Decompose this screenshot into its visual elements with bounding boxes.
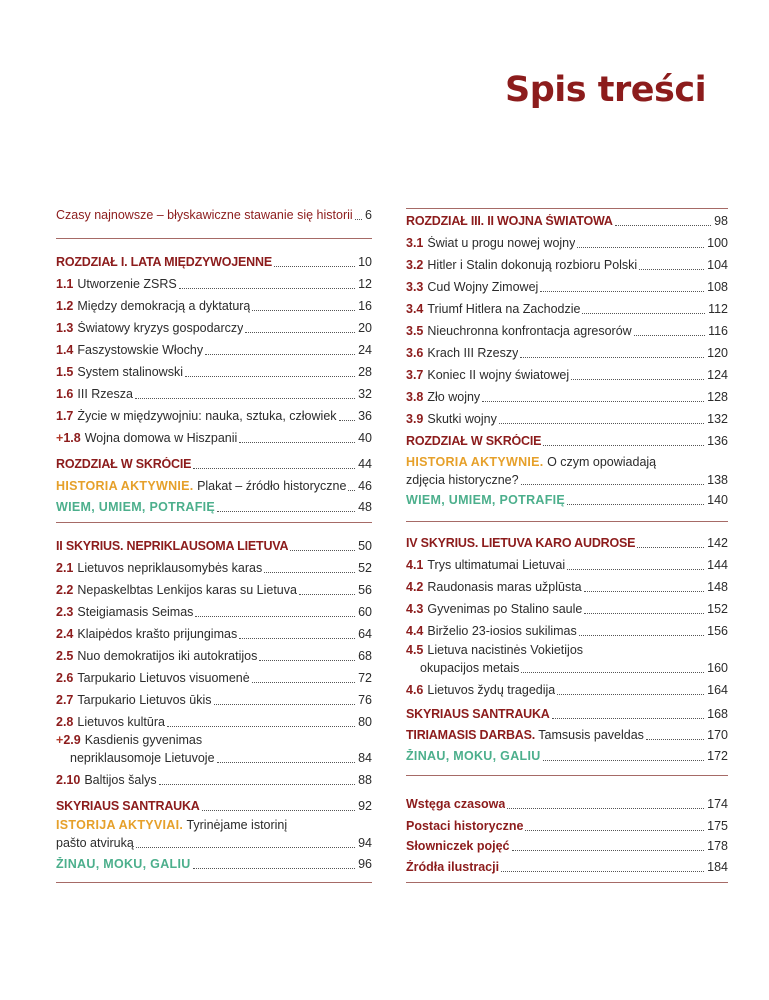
toc-entry[interactable] (406, 368, 728, 383)
toc-entry[interactable] (406, 280, 728, 295)
entry-title: Kasdienis gyvenimas (84, 733, 203, 747)
section-divider (56, 238, 372, 239)
toc-entry[interactable] (406, 390, 728, 405)
page-number: 94 (358, 836, 372, 850)
toc-entry[interactable] (56, 321, 372, 336)
page-number: 68 (358, 649, 372, 663)
dot-leader (571, 377, 704, 380)
page-number: 36 (358, 409, 372, 423)
page-number: 96 (358, 857, 372, 871)
dot-leader (185, 374, 355, 377)
page-number: 172 (707, 749, 728, 763)
dot-leader (202, 808, 355, 811)
page-number: 174 (707, 797, 728, 811)
dot-leader (567, 502, 704, 505)
page-number: 98 (714, 214, 728, 228)
dot-leader (577, 245, 704, 248)
active-label: TIRIAMASIS DARBAS. (406, 728, 536, 742)
toc-entry[interactable] (406, 558, 728, 573)
page-number: 132 (707, 412, 728, 426)
page-number: 60 (358, 605, 372, 619)
toc-chapter-4-heading[interactable] (406, 536, 728, 551)
dot-leader (501, 869, 704, 872)
dot-leader (245, 330, 355, 333)
dot-leader (543, 443, 704, 446)
section-number: 3.7 (406, 368, 424, 382)
dot-leader (582, 311, 705, 314)
page-number: 144 (707, 558, 728, 572)
section-number: 2.1 (56, 561, 74, 575)
toc-chapter-1-heading[interactable] (56, 255, 372, 270)
entry-title: Tarpukario Lietuvos ūkis (77, 693, 212, 707)
chapter-title: ROZDZIAŁ I. LATA MIĘDZYWOJENNE (56, 255, 272, 269)
toc-right-column (406, 0, 728, 1000)
toc-chapter-3-active-line2[interactable] (406, 473, 728, 488)
section-number: 2.8 (56, 715, 74, 729)
toc-entry[interactable] (56, 715, 372, 730)
active-label: HISTORIA AKTYWNIE. (56, 479, 194, 493)
toc-entry[interactable] (406, 258, 728, 273)
section-number: 2.2 (56, 583, 74, 597)
dot-leader (264, 570, 355, 573)
dot-leader (482, 399, 704, 402)
toc-back-matter-entry[interactable] (406, 839, 728, 854)
page-number: 156 (707, 624, 728, 638)
page-number: 92 (358, 799, 372, 813)
toc-left-column (56, 0, 372, 1000)
entry-title: System stalinowski (77, 365, 183, 379)
page-number: 170 (707, 728, 728, 742)
section-divider (406, 775, 728, 776)
toc-entry[interactable] (406, 602, 728, 617)
page-number: 142 (707, 536, 728, 550)
dot-leader (259, 658, 355, 661)
entry-title: Postaci historyczne (406, 819, 524, 833)
entry-title: Steigiamasis Seimas (77, 605, 194, 619)
page-number: 152 (707, 602, 728, 616)
page-number: 104 (707, 258, 728, 272)
toc-entry[interactable] (406, 236, 728, 251)
section-number: 2.10 (56, 773, 81, 787)
section-number: 3.2 (406, 258, 424, 272)
toc-entry-intro[interactable] (56, 208, 372, 223)
section-number: 4.2 (406, 580, 424, 594)
entry-title: Hitler i Stalin dokonują rozbioru Polski (427, 258, 638, 272)
section-number: 4.3 (406, 602, 424, 616)
dot-leader (217, 760, 356, 763)
section-number: 2.7 (56, 693, 74, 707)
toc-chapter-4-active[interactable] (406, 728, 728, 743)
section-number: 4.4 (406, 624, 424, 638)
dot-leader (540, 289, 704, 292)
entry-title: Birželio 23-iosios sukilimas (427, 624, 577, 638)
toc-chapter-2-active-line2[interactable] (56, 836, 372, 851)
dot-leader (521, 670, 704, 673)
entry-title: Cud Wojny Zimowej (427, 280, 539, 294)
dot-leader (584, 589, 705, 592)
extension-plus-icon: + (56, 733, 64, 747)
dot-leader (521, 482, 705, 485)
section-number: 1.4 (56, 343, 74, 357)
toc-back-matter-entry[interactable] (406, 797, 728, 812)
toc-chapter-4-review[interactable] (406, 749, 728, 764)
dot-leader (520, 355, 704, 358)
entry-title: Plakat – źródło historyczne (197, 479, 347, 493)
toc-chapter-2-heading[interactable] (56, 539, 372, 554)
toc-entry[interactable] (56, 299, 372, 314)
toc-entry[interactable] (406, 624, 728, 639)
entry-title: Nieuchronna konfrontacja agresorów (427, 324, 632, 338)
review-title: WIEM, UMIEM, POTRAFIĘ (406, 493, 566, 507)
page-number: 88 (358, 773, 372, 787)
toc-entry[interactable] (56, 387, 372, 402)
entry-title: Tyrinėjame istorinį (186, 818, 288, 832)
section-number: 3.6 (406, 346, 424, 360)
toc-entry[interactable] (406, 346, 728, 361)
dot-leader (507, 806, 704, 809)
page-number: 52 (358, 561, 372, 575)
toc-chapter-3-heading[interactable] (406, 214, 728, 229)
entry-title: Trys ultimatumai Lietuvai (427, 558, 566, 572)
page-number: 138 (707, 473, 728, 487)
toc-entry-4-5-line2[interactable] (406, 661, 728, 676)
toc-entry[interactable] (56, 627, 372, 642)
toc-entry-4-5-line1[interactable] (406, 643, 728, 658)
page-number: 124 (707, 368, 728, 382)
dot-leader (339, 418, 356, 421)
entry-title: Krach III Rzeszy (427, 346, 519, 360)
section-number: 3.4 (406, 302, 424, 316)
toc-entry[interactable] (56, 583, 372, 598)
entry-title: Faszystowskie Włochy (77, 343, 204, 357)
page-title: Spis treści (505, 70, 707, 110)
dot-leader (239, 636, 355, 639)
toc-chapter-1-review[interactable] (56, 500, 372, 515)
dot-leader (290, 548, 355, 551)
entry-title: Lietuvos nepriklausomybės karas (77, 561, 263, 575)
entry-title: Lietuvos kultūra (77, 715, 165, 729)
page-number: 120 (707, 346, 728, 360)
review-title: WIEM, UMIEM, POTRAFIĘ (56, 500, 216, 514)
entry-title: Skutki wojny (427, 412, 497, 426)
toc-back-matter-entry[interactable] (406, 819, 728, 834)
summary-title: SKYRIAUS SANTRAUKA (56, 799, 200, 813)
dot-leader (552, 716, 705, 719)
entry-title: Zło wojny (427, 390, 481, 404)
section-divider (56, 882, 372, 883)
entry-title: Baltijos šalys (84, 773, 157, 787)
toc-entry[interactable] (406, 412, 728, 427)
section-number: 4.6 (406, 683, 424, 697)
toc-entry[interactable] (406, 580, 728, 595)
section-number: 4.5 (406, 643, 424, 657)
dot-leader (584, 611, 704, 614)
toc-chapter-4-summary[interactable] (406, 707, 728, 722)
entry-title: Słowniczek pojęć (406, 839, 510, 853)
page-number: 178 (707, 839, 728, 853)
entry-title-continued: okupacijos metais (420, 661, 520, 675)
page-number: 72 (358, 671, 372, 685)
toc-entry[interactable] (56, 605, 372, 620)
page-number: 24 (358, 343, 372, 357)
entry-title-continued: pašto atviruką (56, 836, 134, 850)
section-number: 2.3 (56, 605, 74, 619)
section-number: 3.3 (406, 280, 424, 294)
entry-title: Wojna domowa w Hiszpanii (84, 431, 238, 445)
toc-entry[interactable] (56, 277, 372, 292)
toc-entry[interactable] (56, 431, 372, 446)
section-number: 3.8 (406, 390, 424, 404)
toc-chapter-1-active[interactable] (56, 479, 372, 494)
dot-leader (136, 845, 355, 848)
toc-chapter-2-summary[interactable] (56, 799, 372, 814)
toc-entry[interactable] (56, 561, 372, 576)
section-number: 2.9 (63, 733, 81, 747)
page-number: 76 (358, 693, 372, 707)
toc-entry[interactable] (56, 365, 372, 380)
toc-entry[interactable] (406, 302, 728, 317)
dot-leader (579, 633, 704, 636)
page-number: 46 (358, 479, 372, 493)
dot-leader (512, 848, 705, 851)
page-number: 12 (358, 277, 372, 291)
entry-title: Nepaskelbtas Lenkijos karas su Lietuva (77, 583, 297, 597)
toc-chapter-3-summary[interactable] (406, 434, 728, 449)
section-number: 4.1 (406, 558, 424, 572)
active-label: HISTORIA AKTYWNIE. (406, 455, 544, 469)
section-divider (406, 882, 728, 883)
entry-title: Lietuva nacistinės Vokietijos (427, 643, 584, 657)
page-number: 140 (707, 493, 728, 507)
page-number: 128 (707, 390, 728, 404)
section-number: 3.5 (406, 324, 424, 338)
entry-title: Nuo demokratijos iki autokratijos (77, 649, 258, 663)
toc-chapter-1-summary[interactable] (56, 457, 372, 472)
section-number: 2.4 (56, 627, 74, 641)
section-divider (56, 522, 372, 523)
entry-title: Czasy najnowsze – błyskawiczne stawanie się historii (56, 208, 353, 222)
page-number: 44 (358, 457, 372, 471)
page-number: 20 (358, 321, 372, 335)
entry-title: Raudonasis maras užplūsta (427, 580, 582, 594)
toc-chapter-2-review[interactable] (56, 857, 372, 872)
toc-entry[interactable] (406, 683, 728, 698)
entry-title: Klaipėdos krašto prijungimas (77, 627, 238, 641)
section-number: 1.5 (56, 365, 74, 379)
dot-leader (193, 866, 356, 869)
extension-plus-icon: + (56, 431, 64, 445)
toc-entry-2-9-line1[interactable] (56, 733, 372, 748)
page-number: 50 (358, 539, 372, 553)
section-number: 3.1 (406, 236, 424, 250)
dot-leader (239, 440, 355, 443)
toc-entry[interactable] (56, 409, 372, 424)
dot-leader (355, 217, 362, 220)
entry-title: Źródła ilustracji (406, 860, 500, 874)
page-number: 108 (707, 280, 728, 294)
section-number: 1.1 (56, 277, 74, 291)
page-number: 32 (358, 387, 372, 401)
dot-leader (252, 308, 355, 311)
dot-leader (179, 286, 355, 289)
dot-leader (348, 488, 355, 491)
toc-entry[interactable] (56, 693, 372, 708)
section-divider (406, 521, 728, 522)
section-number: 1.8 (63, 431, 81, 445)
page-number: 84 (358, 751, 372, 765)
dot-leader (214, 702, 356, 705)
page-number: 184 (707, 860, 728, 874)
page-number: 40 (358, 431, 372, 445)
chapter-title: II SKYRIUS. NEPRIKLAUSOMA LIETUVA (56, 539, 289, 553)
page-number: 16 (358, 299, 372, 313)
toc-entry[interactable] (56, 773, 372, 788)
entry-title: Gyvenimas po Stalino saule (427, 602, 583, 616)
page-number: 100 (707, 236, 728, 250)
page-number: 6 (365, 208, 372, 222)
dot-leader (634, 333, 705, 336)
dot-leader (195, 614, 355, 617)
page-number: 10 (358, 255, 372, 269)
entry-title: Między demokracją a dyktaturą (77, 299, 251, 313)
page-number: 160 (707, 661, 728, 675)
dot-leader (525, 828, 704, 831)
toc-entry-2-9-line2[interactable] (56, 751, 372, 766)
page-number: 112 (708, 302, 728, 316)
page-number: 28 (358, 365, 372, 379)
page-number: 148 (707, 580, 728, 594)
dot-leader (646, 737, 704, 740)
page-number: 164 (707, 683, 728, 697)
section-number: 1.3 (56, 321, 74, 335)
section-number: 2.5 (56, 649, 74, 663)
page-number: 56 (358, 583, 372, 597)
chapter-title: IV SKYRIUS. LIETUVA KARO AUDROSE (406, 536, 636, 550)
page-number: 175 (707, 819, 728, 833)
section-divider (406, 208, 728, 209)
toc-entry[interactable] (56, 343, 372, 358)
dot-leader (499, 421, 704, 424)
chapter-title: ROZDZIAŁ III. II WOJNA ŚWIATOWA (406, 214, 613, 228)
entry-title-continued: zdjęcia historyczne? (406, 473, 519, 487)
section-number: 3.9 (406, 412, 424, 426)
active-label: ISTORIJA AKTYVIAI. (56, 818, 184, 832)
summary-title: ROZDZIAŁ W SKRÓCIE (406, 434, 542, 448)
page-number: 64 (358, 627, 372, 641)
dot-leader (205, 352, 355, 355)
toc-entry[interactable] (406, 324, 728, 339)
toc-chapter-3-review[interactable] (406, 493, 728, 508)
dot-leader (543, 758, 705, 761)
dot-leader (135, 396, 355, 399)
toc-chapter-3-active-line1[interactable] (406, 455, 728, 470)
dot-leader (167, 724, 355, 727)
dot-leader (299, 592, 355, 595)
entry-title: Świat u progu nowej wojny (427, 236, 576, 250)
section-number: 2.6 (56, 671, 74, 685)
toc-chapter-2-active-line1[interactable] (56, 818, 372, 833)
entry-title: Utworzenie ZSRS (77, 277, 177, 291)
page-number: 116 (708, 324, 728, 338)
entry-title: O czym opowiadają (547, 455, 657, 469)
entry-title: Lietuvos žydų tragedija (427, 683, 556, 697)
dot-leader (193, 466, 355, 469)
summary-title: SKYRIAUS SANTRAUKA (406, 707, 550, 721)
review-title: ŽINAU, MOKU, GALIU (406, 749, 541, 763)
entry-title: Życie w międzywojniu: nauka, sztuka, człowiek (77, 409, 337, 423)
entry-title: III Rzesza (77, 387, 133, 401)
page-number: 48 (358, 500, 372, 514)
page-number: 136 (707, 434, 728, 448)
dot-leader (567, 567, 704, 570)
page-number: 80 (358, 715, 372, 729)
summary-title: ROZDZIAŁ W SKRÓCIE (56, 457, 192, 471)
dot-leader (557, 692, 704, 695)
dot-leader (637, 545, 704, 548)
dot-leader (639, 267, 704, 270)
section-number: 1.6 (56, 387, 74, 401)
entry-title: Koniec II wojny światowej (427, 368, 570, 382)
section-number: 1.7 (56, 409, 74, 423)
entry-title: Tarpukario Lietuvos visuomenė (77, 671, 250, 685)
dot-leader (252, 680, 355, 683)
entry-title: Triumf Hitlera na Zachodzie (427, 302, 581, 316)
entry-title: Światowy kryzys gospodarczy (77, 321, 244, 335)
entry-title: Wstęga czasowa (406, 797, 506, 811)
dot-leader (159, 782, 356, 785)
section-number: 1.2 (56, 299, 74, 313)
toc-back-matter-entry[interactable] (406, 860, 728, 875)
dot-leader (615, 223, 711, 226)
entry-title: Tamsusis paveldas (538, 728, 644, 742)
review-title: ŽINAU, MOKU, GALIU (56, 857, 191, 871)
entry-title-continued: nepriklausomoje Lietuvoje (70, 751, 215, 765)
toc-entry[interactable] (56, 671, 372, 686)
page-number: 168 (707, 707, 728, 721)
dot-leader (274, 264, 355, 267)
dot-leader (217, 509, 355, 512)
toc-entry[interactable] (56, 649, 372, 664)
